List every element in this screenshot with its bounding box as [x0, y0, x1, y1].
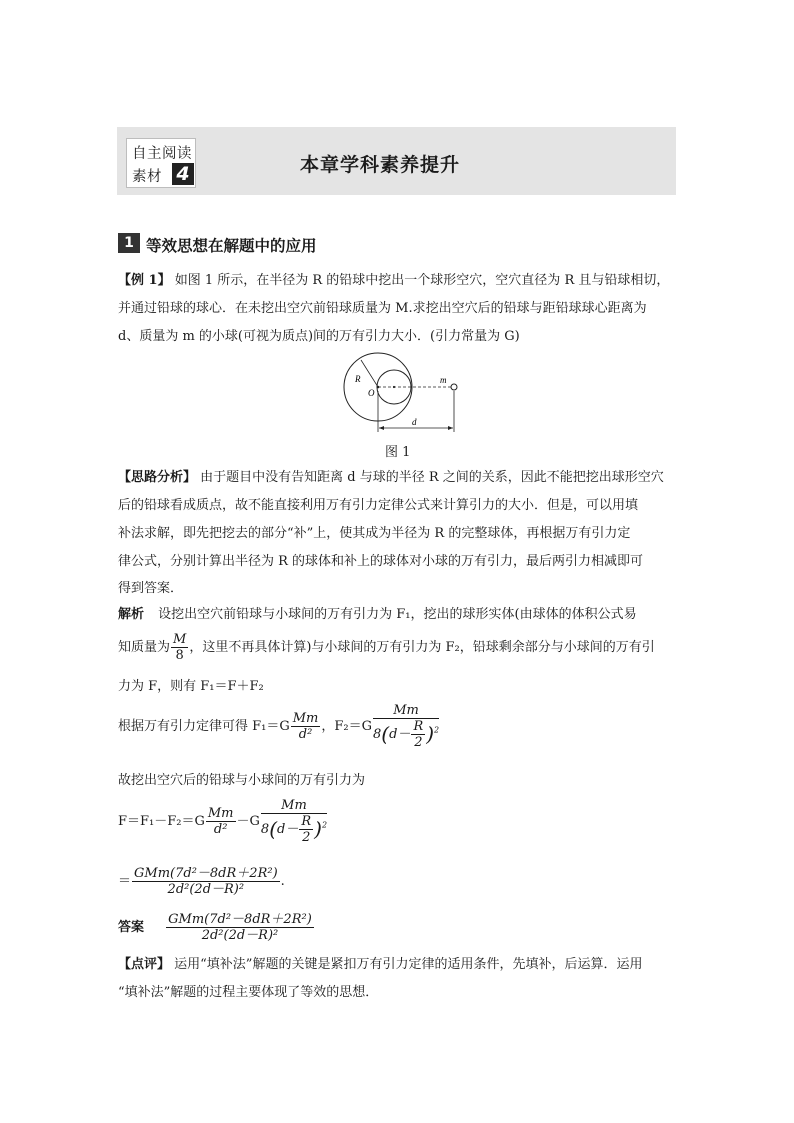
- mass-fraction: [171, 632, 188, 663]
- figure-caption: 图 1: [385, 445, 411, 460]
- section-number: 1: [118, 233, 140, 253]
- f2-den: [373, 719, 439, 750]
- minus-g: －G: [236, 814, 260, 829]
- section-title: 等效思想在解题中的应用: [146, 237, 317, 255]
- d-arrow-left-head: [379, 426, 384, 430]
- diff-f1-den: d²: [213, 822, 228, 837]
- badge-line2: 素材: [132, 169, 162, 185]
- diff-f2-den-8: 8: [260, 822, 270, 837]
- eq-lhs: F＝F₁－F₂＝G: [118, 814, 205, 829]
- final-num: GMm(7d²－8dR＋2R²): [134, 866, 278, 881]
- d-arrow-right-head: [448, 426, 453, 430]
- analysis-line-4: 律公式，分别计算出半径为 R 的球体和补上的球体对小球的万有引力，最后两引力相减即可: [118, 554, 644, 569]
- law-text: 根据万有引力定律可得 F₁＝G: [118, 719, 290, 734]
- diff-f2-num: Mm: [261, 798, 327, 814]
- diff-f2-den: [261, 814, 327, 845]
- diff-f1-fraction: [206, 806, 236, 837]
- f2-num: Mm: [373, 703, 439, 719]
- result-intro: 故挖出空穴后的铅球与小球间的万有引力为: [118, 773, 366, 788]
- answer-tag: 答案: [118, 920, 145, 935]
- solution-line-3: 力为 F，则有 F₁＝F＋F₂: [118, 679, 264, 694]
- comment-line-1: [118, 956, 642, 974]
- f2-den-d: d－: [389, 727, 411, 742]
- chapter-title: 本章学科素养提升: [300, 154, 461, 176]
- answer-fraction: [166, 912, 314, 943]
- difference-formula-line: [118, 798, 328, 845]
- sphere-center-dot: [377, 386, 380, 389]
- f2-inner-den: 2: [414, 735, 423, 750]
- eq-equals: ＝: [118, 874, 132, 889]
- example-tag: 【例 1】: [118, 273, 171, 288]
- analysis-line-5: 得到答案．: [118, 581, 184, 596]
- comment-line-2: “填补法”解题的过程主要体现了等效的思想．: [118, 985, 379, 1000]
- solution-tag: 解析: [118, 607, 145, 622]
- f1-den: d²: [298, 727, 313, 742]
- solution-text-2b: ，这里不再具体计算)与小球间的万有引力为 F₂，铅球剩余部分与小球间的万有引: [189, 640, 655, 655]
- diff-f1-num: Mm: [207, 806, 234, 821]
- label-O: O: [368, 388, 375, 398]
- mass-fraction-num: M: [173, 632, 187, 647]
- answer-num: GMm(7d²－8dR＋2R²): [168, 912, 312, 927]
- answer-den: 2d²(2d－R)²: [201, 928, 279, 943]
- f1-num: Mm: [292, 711, 319, 726]
- f2-lhs: ，F₂＝G: [321, 719, 373, 734]
- label-R: R: [355, 374, 361, 384]
- f2-fraction: [373, 703, 439, 750]
- solution-line-2: [118, 632, 655, 663]
- diff-f2-fraction: [261, 798, 327, 845]
- solution-text-2a: 知质量为: [118, 640, 171, 655]
- reading-badge: [126, 138, 196, 188]
- small-ball: [451, 384, 457, 390]
- diff-f2-inner-fraction: [299, 814, 313, 845]
- diff-f2-den-rparen: ): [314, 817, 322, 841]
- f2-den-8: 8: [373, 727, 382, 742]
- final-den: 2d²(2d－R)²: [167, 882, 245, 897]
- analysis-line-2: 后的铅球看成质点，故不能直接利用万有引力定律公式来计算引力的大小．但是，可以用填: [118, 498, 639, 513]
- comment-text-1: 运用“填补法”解题的关键是紧扣万有引力定律的适用条件，先填补，后运算．运用: [174, 957, 643, 972]
- diff-f2-den-exp: 2: [321, 820, 328, 830]
- f2-inner-num: R: [413, 719, 424, 734]
- f2-inner-fraction: [411, 719, 425, 750]
- badge-number: 4: [172, 163, 194, 185]
- final-formula-line: [118, 866, 285, 897]
- analysis-line-3: 补法求解，即先把挖去的部分“补”上，使其成为半径为 R 的完整球体，再根据万有引力定: [118, 526, 631, 541]
- analysis-text-1: 由于题目中没有告知距离 d 与球的半径 R 之间的关系，因此不能把挖出球形空穴: [200, 470, 664, 485]
- diff-f2-inner-num: R: [301, 814, 312, 829]
- label-d: d: [412, 417, 417, 427]
- diff-f2-inner-den: 2: [302, 830, 311, 845]
- example-text-1: 如图 1 所示，在半径为 R 的铅球中挖出一个球形空穴，空穴直径为 R 且与铅球相切，: [174, 273, 670, 288]
- label-m: m: [440, 375, 447, 385]
- example-line-3: d、质量为 m 的小球(可视为质点)间的万有引力大小．(引力常量为 G): [118, 329, 520, 344]
- diff-f2-den-lparen: (: [269, 817, 277, 841]
- f2-den-exp: 2: [434, 725, 440, 735]
- f2-den-lparen: (: [381, 722, 390, 746]
- f2-den-rparen: ): [426, 722, 435, 746]
- example-line-1: [118, 272, 669, 290]
- final-fraction: [132, 866, 280, 897]
- solution-text-1: 设挖出空穴前铅球与小球间的万有引力为 F₁，挖出的球形实体(由球体的体积公式易: [158, 607, 637, 622]
- analysis-line-1: [118, 469, 664, 487]
- mass-fraction-den: 8: [175, 648, 184, 663]
- f1-fraction: [291, 711, 321, 742]
- sphere-figure: [330, 350, 470, 440]
- law-formula-line: [118, 703, 440, 750]
- badge-line1: 自主阅读: [132, 146, 192, 162]
- radius-line: [361, 360, 378, 387]
- final-period: .: [280, 874, 285, 889]
- example-line-2: 并通过铅球的球心．在未挖出空穴前铅球质量为 M.求挖出空穴后的铅球与距铅球球心距离为: [118, 301, 647, 316]
- comment-tag: 【点评】: [118, 957, 171, 972]
- answer-line: [118, 912, 315, 943]
- cavity-center-dot: [393, 386, 395, 388]
- solution-line-1: [118, 606, 637, 624]
- diff-f2-den-d: d－: [277, 822, 299, 837]
- analysis-tag: 【思路分析】: [118, 470, 197, 485]
